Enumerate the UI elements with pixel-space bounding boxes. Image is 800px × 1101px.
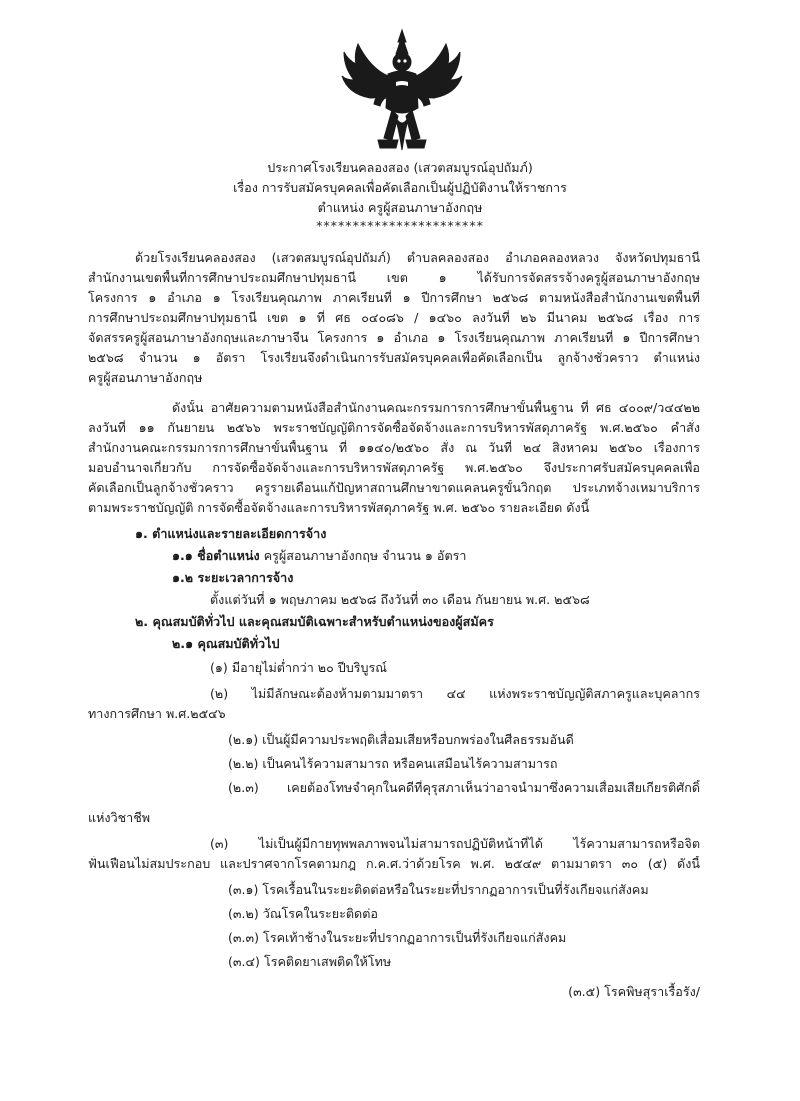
qualification-2-2: (๒.๒) เป็นคนไร้ความสามารถ หรือคนเสมือนไร้ความสามารถ xyxy=(228,756,558,771)
para2-line-1: ดังนั้น อาศัยความตามหนังสือสำนักงานคณะกรรมการการศึกษาขั้นพื้นฐาน ที่ ศธ ๔๐๐๙/ว๔๔๒๒ xyxy=(172,400,700,415)
para2-line-5: คัดเลือกเป็นลูกจ้างชั่วคราว ครูรายเดือนแก้ปัญหาสถานศึกษาขาดแคลนครูขั้นวิกฤต ประเภทจ้างเหมาบริการ xyxy=(88,480,700,495)
para1-line-2: สำนักงานเขตพื้นที่การศึกษาประถมศึกษาปทุมธานี เขต ๑ ได้รับการจัดสรรจ้างครูผู้สอนภาษาอังกฤษ xyxy=(88,270,700,285)
qualification-3-line-1: (๓) ไม่เป็นผู้มีกายทุพพลภาพจนไม่สามารถปฏิบัติหน้าที่ได้ ไร้ความสามารถหรือจิต xyxy=(210,836,700,851)
para2-line-2: ลงวันที่ ๑๑ กันยายน ๒๕๖๖ พระราชบัญญัติการจัดซื้อจัดจ้างและการบริหารพัสดุภาครัฐ พ.ศ.๒๕๖๐ คำสั่ง xyxy=(88,420,700,435)
qualification-2-1: (๒.๑) เป็นผู้มีความประพฤติเสื่อมเสียหรือบกพร่องในศีลธรรมอันดี xyxy=(228,732,574,747)
garuda-emblem-icon xyxy=(340,28,464,156)
section1-item1-label: ๑.๑ ชื่อตำแหน่ง xyxy=(172,548,260,563)
qualification-1: (๑) มีอายุไม่ต่ำกว่า ๒๐ ปีบริบูรณ์ xyxy=(210,660,387,675)
para1-line-7: ครูผู้สอนภาษาอังกฤษ xyxy=(88,370,203,385)
section1-title: ๑. ตำแหน่งและรายละเอียดการจ้าง xyxy=(135,526,327,541)
para2-line-4: มอบอำนาจเกี่ยวกับ การจัดซื้อจัดจ้างและการบริหารพัสดุภาครัฐ พ.ศ.๒๕๖๐ จึงประกาศรับสมัครบุคคลเพื่อ xyxy=(88,460,700,475)
para1-line-1: ด้วยโรงเรียนคลองสอง (เสวตสมบูรณ์อุปถัมภ์) ตำบลคลองสอง อำเภอคลองหลวง จังหวัดปทุมธานี xyxy=(135,250,700,265)
qualification-3-4: (๓.๔) โรคติดยาเสพติดให้โทษ xyxy=(228,954,392,969)
qualification-2-3-line-1: (๒.๓) เคยต้องโทษจำคุกในคดีที่คุรุสภาเห็นว่าอาจนำมาซึ่งความเสื่อมเสียเกียรติศักดิ์ xyxy=(228,780,700,795)
qualification-3-3: (๓.๓) โรคเท้าช้างในระยะที่ปรากฏอาการเป็นที่รังเกียจแก่สังคม xyxy=(228,930,567,945)
section1-item2-text: ตั้งแต่วันที่ ๑ พฤษภาคม ๒๕๖๘ ถึงวันที่ ๓๐ เดือน กันยายน พ.ศ. ๒๕๖๘ xyxy=(210,592,590,607)
para1-line-5: จัดสรรครูผู้สอนภาษาอังกฤษและภาษาจีน โครงการ ๑ อำเภอ ๑ โรงเรียนคุณภาพ ภาคเรียนที่ ๑ ปีการศึกษา xyxy=(88,330,700,345)
section1-item1 xyxy=(172,548,466,564)
section2-sub1: ๒.๑ คุณสมบัติทั่วไป xyxy=(172,636,280,651)
qualification-2-line-2: ทางการศึกษา พ.ศ.๒๕๔๖ xyxy=(88,706,226,721)
qualification-2-3-line-2: แห่งวิชาชีพ xyxy=(88,810,151,825)
qualification-3-2: (๓.๒) วัณโรคในระยะติดต่อ xyxy=(228,906,378,921)
qualification-3-1: (๓.๑) โรคเรื้อนในระยะติดต่อหรือในระยะที่ปรากฏอาการเป็นที่รังเกียจแก่สังคม xyxy=(228,882,649,897)
position-title: ตำแหน่ง ครูผู้สอนภาษาอังกฤษ xyxy=(317,200,483,215)
para1-line-4: การศึกษาประถมศึกษาปทุมธานี เขต ๑ ที่ ศธ ๐๔๐๘๖ / ๑๔๖๐ ลงวันที่ ๒๖ มีนาคม ๒๕๖๘ เรื่อง การ xyxy=(88,310,700,325)
qualification-3-line-2: ฟั่นเฟือนไม่สมประกอบ และปราศจากโรคตามกฎ ก.ค.ศ.ว่าด้วยโรค พ.ศ. ๒๕๔๙ ตามมาตรา ๓๐ (๕) ดังนี้ xyxy=(88,856,700,871)
para2-line-6: ตามพระราชบัญญัติ การจัดซื้อจัดจ้างและการบริหารพัสดุภาครัฐ พ.ศ. ๒๕๖๐ รายละเอียด ดังนี้ xyxy=(88,500,590,515)
para1-line-3: โครงการ ๑ อำเภอ ๑ โรงเรียนคุณภาพ ภาคเรียนที่ ๑ ปีการศึกษา ๒๕๖๘ ตามหนังสือสำนักงานเขตพื้นที่ xyxy=(88,290,700,305)
continued-marker: (๓.๕) โรคพิษสุราเรื้อรัง/ xyxy=(568,984,700,999)
para1-line-6: ๒๕๖๘ จำนวน ๑ อัตรา โรงเรียนจึงดำเนินการรับสมัครบุคคลเพื่อคัดเลือกเป็น ลูกจ้างชั่วคราว ตำแหน่ง xyxy=(88,350,700,365)
header-separator: *********************** xyxy=(316,218,484,233)
subject-line: เรื่อง การรับสมัครบุคคลเพื่อคัดเลือกเป็นผู้ปฏิบัติงานให้ราชการ xyxy=(233,180,567,195)
section1-item1-text: ครูผู้สอนภาษาอังกฤษ จำนวน ๑ อัตรา xyxy=(259,548,467,563)
qualification-2-line-1: (๒) ไม่มีลักษณะต้องห้ามตามมาตรา ๔๔ แห่งพระราชบัญญัติสภาครูและบุคลากร xyxy=(210,686,700,701)
announcement-title: ประกาศโรงเรียนคลองสอง (เสวตสมบูรณ์อุปถัมภ์) xyxy=(267,160,533,175)
section2-title: ๒. คุณสมบัติทั่วไป และคุณสมบัติเฉพาะสำหรับตำแหน่งของผู้สมัคร xyxy=(135,614,494,629)
para2-line-3: สำนักงานคณะกรรมการการศึกษาขั้นพื้นฐาน ที่ ๑๑๔๐/๒๕๖๐ สั่ง ณ วันที่ ๒๔ สิงหาคม ๒๕๖๐ เรื่องการ xyxy=(88,440,700,455)
section1-item2-label: ๑.๒ ระยะเวลาการจ้าง xyxy=(172,570,294,585)
